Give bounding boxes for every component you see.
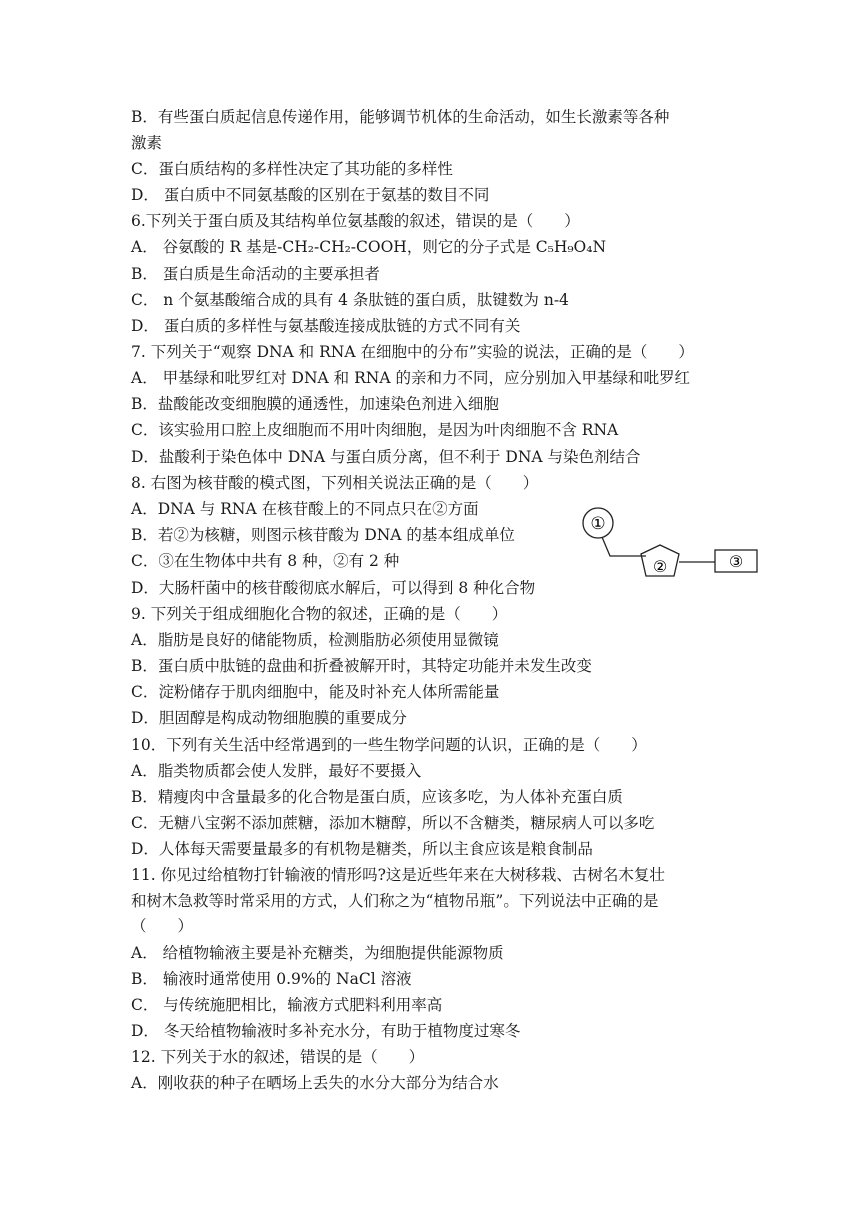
phosphate-sugar-bond xyxy=(602,537,646,556)
base-label: ③ xyxy=(728,552,744,571)
text-line: B．盐酸能改变细胞膜的通透性，加速染色剂进入细胞 xyxy=(131,395,499,413)
text-line: D．盐酸利于染色体中 DNA 与蛋白质分离，但不利于 DNA 与染色剂结合 xyxy=(131,448,641,466)
text-line: （ ） xyxy=(131,917,194,935)
text-line: C．该实验用口腔上皮细胞而不用叶肉细胞，是因为叶肉细胞不含 RNA xyxy=(131,421,619,439)
text-line: C．淀粉储存于肌肉细胞中，能及时补充人体所需能量 xyxy=(131,683,500,701)
text-line: 6.下列关于蛋白质及其结构单位氨基酸的叙述，错误的是（ ） xyxy=(131,212,580,230)
text-line: D． 蛋白质中不同氨基酸的区别在于氨基的数目不同 xyxy=(131,186,490,204)
text-line: B．蛋白质中肽链的盘曲和折叠被解开时，其特定功能并未发生改变 xyxy=(131,657,592,675)
text-line: D．大肠杆菌中的核苷酸彻底水解后，可以得到 8 种化合物 xyxy=(131,579,536,597)
text-line: 8. 右图为核苷酸的模式图，下列相关说法正确的是（ ） xyxy=(131,474,539,492)
text-line: A．脂类物质都会使人发胖，最好不要摄入 xyxy=(131,762,422,780)
text-line: 和树木急救等时常采用的方式，人们称之为“植物吊瓶”。下列说法中正确的是 xyxy=(131,892,659,910)
text-line: C．无糖八宝粥不添加蔗糖，添加木糖醇，所以不含糖类，糖尿病人可以多吃 xyxy=(131,814,655,832)
phosphate-label: ① xyxy=(590,514,606,534)
text-line: A．脂肪是良好的储能物质，检测脂肪必须使用显微镜 xyxy=(131,631,499,649)
text-line: C．蛋白质结构的多样性决定了其功能的多样性 xyxy=(131,160,453,178)
text-line: 激素 xyxy=(131,134,163,152)
text-line: D．人体每天需要量最多的有机物是糖类，所以主食应该是粮食制品 xyxy=(131,840,593,858)
text-line: C． 与传统施肥相比，输液方式肥料利用率高 xyxy=(131,996,443,1014)
text-line: 11. 你见过给植物打针输液的情形吗?这是近些年来在大树移栽、古树名木复壮 xyxy=(131,866,665,884)
text-line: B． 输液时通常使用 0.9%的 NaCl 溶液 xyxy=(131,970,412,988)
text-line: B． 蛋白质是生命活动的主要承担者 xyxy=(131,265,380,283)
text-line: A．刚收获的种子在晒场上丢失的水分大部分为结合水 xyxy=(131,1074,499,1092)
text-line: D． 冬天给植物输液时多补充水分，有助于植物度过寒冬 xyxy=(131,1022,521,1040)
sugar-label: ② xyxy=(652,557,668,576)
text-line: C． n 个氨基酸缩合成的具有 4 条肽链的蛋白质，肽键数为 n-4 xyxy=(131,291,569,309)
text-line: 12. 下列关于水的叙述，错误的是（ ） xyxy=(131,1048,425,1066)
text-line: B．精瘦肉中含量最多的化合物是蛋白质，应该多吃，为人体补充蛋白质 xyxy=(131,788,623,806)
text-line: 9. 下列关于组成细胞化合物的叙述，正确的是（ ） xyxy=(131,605,508,623)
text-line: 7. 下列关于“观察 DNA 和 RNA 在细胞中的分布”实验的说法，正确的是（ ） xyxy=(131,343,694,361)
nucleotide-diagram xyxy=(580,506,760,586)
text-line: A．DNA 与 RNA 在核苷酸上的不同点只在②方面 xyxy=(131,500,479,518)
text-line: B．若②为核糖，则图示核苷酸为 DNA 的基本组成单位 xyxy=(131,526,515,544)
text-line: D． 蛋白质的多样性与氨基酸连接成肽链的方式不同有关 xyxy=(131,317,521,335)
text-line: C．③在生物体中共有 8 种，②有 2 种 xyxy=(131,552,400,570)
text-line: A． 给植物输液主要是补充糖类，为细胞提供能源物质 xyxy=(131,944,504,962)
text-line: 10．下列有关生活中经常遇到的一些生物学问题的认识，正确的是（ ） xyxy=(131,736,647,754)
text-line: B．有些蛋白质起信息传递作用，能够调节机体的生命活动，如生长激素等各种 xyxy=(131,108,670,126)
text-line: A． 甲基绿和吡罗红对 DNA 和 RNA 的亲和力不同，应分别加入甲基绿和吡罗红 xyxy=(131,369,690,387)
text-line: A． 谷氨酸的 R 基是-CH₂-CH₂-COOH，则它的分子式是 C₅H₉O₄N xyxy=(131,238,607,256)
text-line: D．胆固醇是构成动物细胞膜的重要成分 xyxy=(131,709,407,727)
